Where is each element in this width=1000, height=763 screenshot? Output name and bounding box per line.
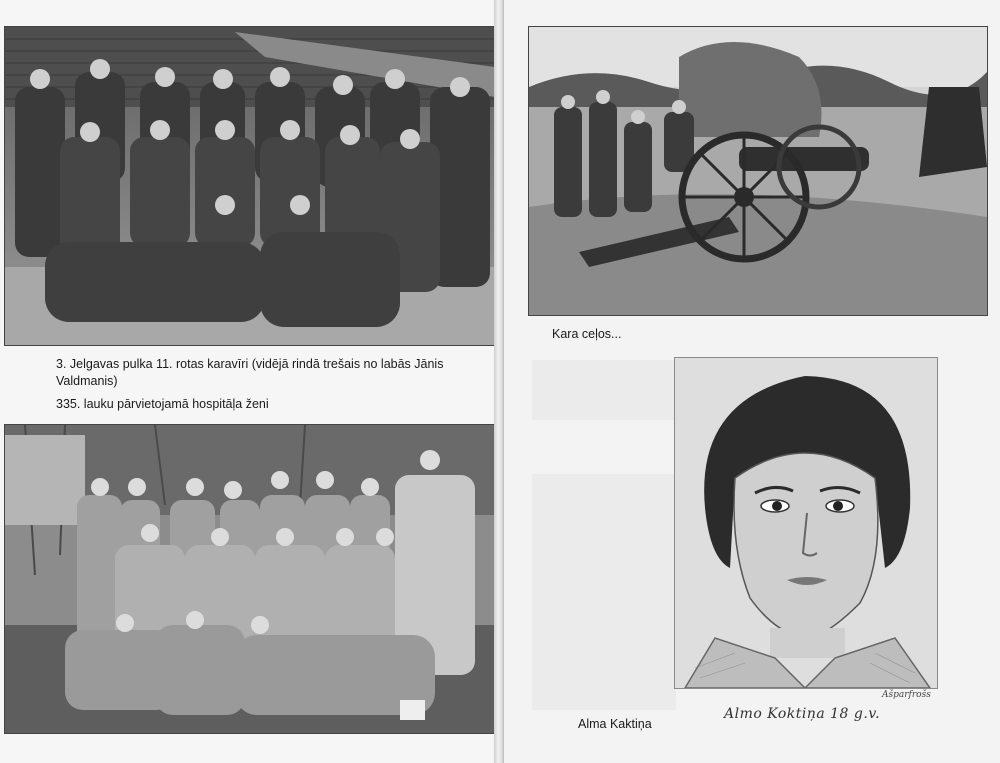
book-gutter [494, 0, 504, 763]
caption-jelgava-regiment [56, 356, 476, 390]
soldiers-group-photo [4, 26, 496, 346]
bleed-through-block [532, 360, 676, 420]
caption-line-2: Valdmanis) [56, 374, 118, 388]
right-page [504, 0, 1000, 763]
artillery-photo [528, 26, 988, 316]
portrait-drawing [674, 357, 938, 689]
left-page [0, 0, 494, 763]
caption-war-roads: Kara ceļos... [552, 327, 622, 341]
hospital-staff-photo [4, 424, 496, 734]
caption-alma-kaktina: Alma Kaktiņa [578, 717, 652, 731]
bleed-through-block [532, 474, 676, 710]
caption-line-1: 3. Jelgavas pulka 11. rotas karavīri (vidējā rindā trešais no labās Jānis [56, 357, 444, 371]
portrait-signature: Almo Koktiņa 18 g.v. [724, 706, 881, 722]
caption-hospital: 335. lauku pārvietojamā hospitāļa ženi [56, 397, 269, 411]
portrait-artist-mark: Ašparfrošs [882, 690, 931, 700]
